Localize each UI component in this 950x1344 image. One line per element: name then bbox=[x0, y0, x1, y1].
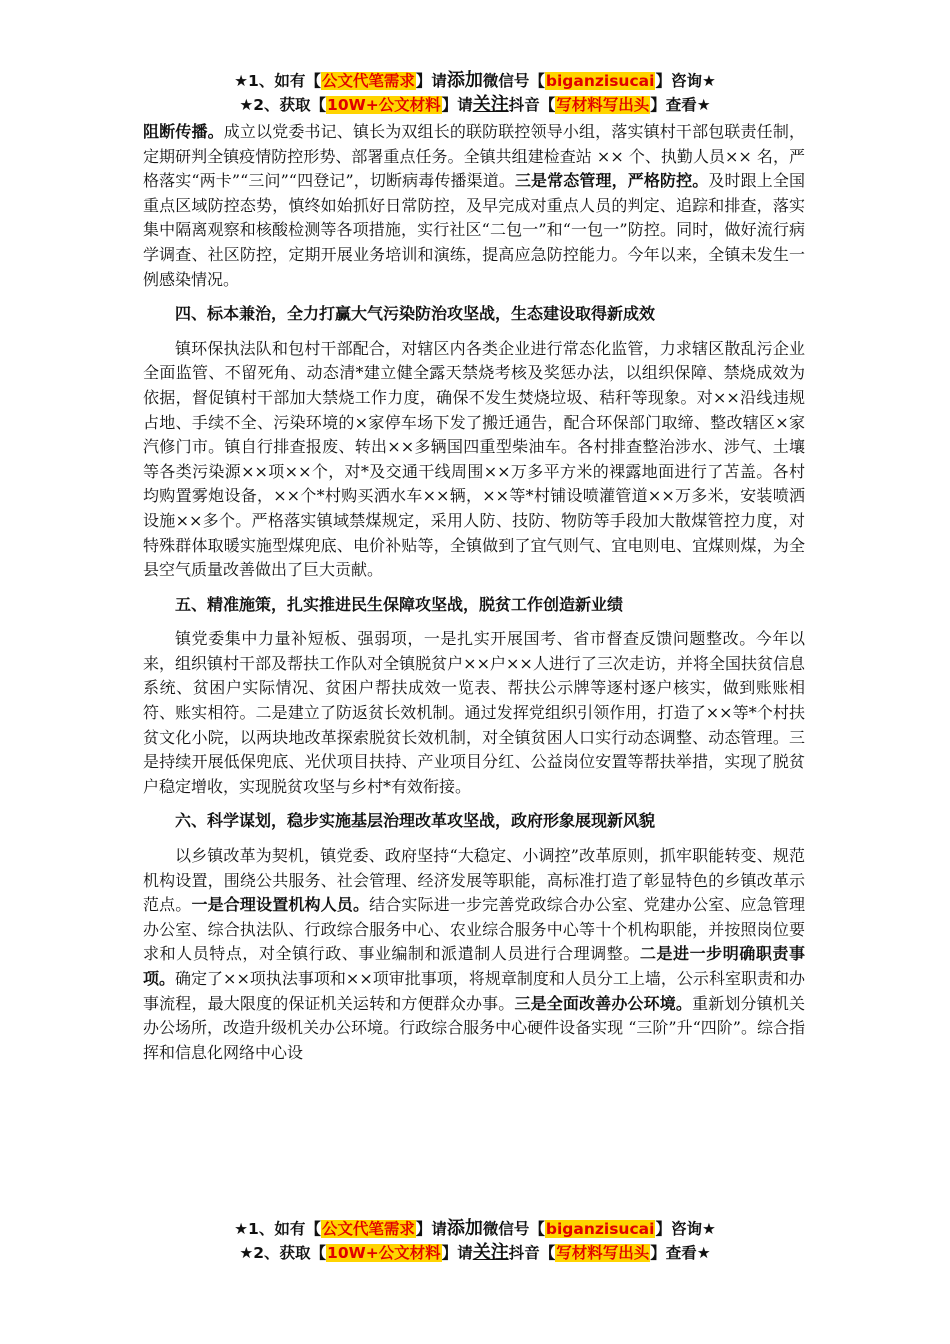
banner-highlight: 10W+公文材料 bbox=[327, 1244, 441, 1262]
banner-highlight: 公文代笔需求 bbox=[321, 72, 415, 90]
banner-text: 抖音【 bbox=[508, 96, 556, 114]
banner-text: 】请 bbox=[441, 96, 473, 114]
bold-lead: 一是合理设置机构人员。 bbox=[191, 895, 370, 915]
banner-text: 抖音【 bbox=[508, 1244, 556, 1262]
banner-text: 微信号【 bbox=[482, 1220, 545, 1238]
banner-highlight: 10W+公文材料 bbox=[327, 96, 441, 114]
paragraph-text: 以乡镇改革为契机，镇党委、政府坚持“大稳定、小调控”改革原则，抓牢职能转变、规范机构设置，围绕公共服务、社会管理、经济发展等职能，高标准打造了彰显特色的乡镇改革示范点。 bbox=[143, 846, 805, 915]
section-heading-6: 六、科学谋划，稳步实施基层治理改革攻坚战，政府形象展现新风貌 bbox=[175, 811, 656, 831]
document-body bbox=[143, 120, 805, 1065]
banner-text: 】请 bbox=[415, 72, 447, 90]
paragraph-text: 成立以党委书记、镇长为双组长的联防联控领导小组，落实镇村干部包联责任制，定期研判全镇疫情防控形势、部署重点任务。全镇共组建检查站 ×× 个、执勤人员×× 名，严格落实“两卡”“三问”“四登记”，切断病毒传播渠道。 bbox=[143, 122, 805, 191]
banner-highlight: 写材料写出头 bbox=[556, 1244, 650, 1262]
banner-emphasis: 关注 bbox=[472, 94, 509, 115]
promo-banner-bottom-line2 bbox=[0, 1242, 950, 1264]
banner-text: 】请 bbox=[415, 1220, 447, 1238]
banner-text: ★1、如有【 bbox=[234, 1220, 321, 1238]
paragraph-governance-reform bbox=[143, 844, 805, 1065]
paragraph-text: 结合实际进一步完善党政综合办公室、党建办公室、应急管理办公室、综合执法队、行政综合服务中心、农业综合服务中心等十个机构职能，并按照岗位要求和人员特点，对全镇行政、事业编制和派遣制人员进行合理调整。 bbox=[143, 895, 805, 964]
paragraph-poverty-relief: 镇党委集中力量补短板、强弱项，一是扎实开展国考、省市督查反馈问题整改。今年以来，组织镇村干部及帮扶工作队对全镇脱贫户××户××人进行了三次走访，并将全国扶贫信息系统、贫困户实际情况、贫困户帮扶成效一览表、帮扶公示牌等逐村逐户核实，做到账账相符、账实相符。二是建立了防返贫长效机制。通过发挥党组织引领作用，打造了××等*个村扶贫文化小院，以两块地改革探索脱贫长效机制，对全镇贫困人口实行动态调整、动态管理。三是持续开展低保兜底、光伏项目扶持、产业项目分红、公益岗位安置等帮扶举措，实现了脱贫户稳定增收，实现脱贫攻坚与乡村*有效衔接。 bbox=[143, 629, 805, 796]
paragraph-epidemic-control bbox=[143, 120, 805, 292]
banner-text: 】咨询★ bbox=[655, 72, 716, 90]
section-heading-4: 四、标本兼治，全力打赢大气污染防治攻坚战，生态建设取得新成效 bbox=[175, 304, 656, 324]
banner-emphasis: 添加 bbox=[446, 70, 483, 91]
promo-banner-bottom-line1 bbox=[0, 1218, 950, 1240]
banner-highlight: 写材料写出头 bbox=[556, 96, 650, 114]
banner-emphasis: 关注 bbox=[472, 1242, 509, 1263]
paragraph-text: 及时跟上全国重点区域防控态势，慎终如始抓好日常防控，及早完成对重点人员的判定、追踪和排查，落实集中隔离观察和核酸检测等各项措施，实行社区“二包一”和“一包一”防控。同时，做好流行病学调查、社区防控，定期开展业务培训和演练，提高应急防控能力。今年以来，全镇未发生一例感染情况。 bbox=[143, 171, 805, 289]
banner-text: 】请 bbox=[441, 1244, 473, 1262]
banner-text: ★2、获取【 bbox=[239, 96, 327, 114]
banner-text: ★1、如有【 bbox=[234, 72, 321, 90]
paragraph-air-pollution: 镇环保执法队和包村干部配合，对辖区内各类企业进行常态化监管，力求辖区散乱污企业全面监管、不留死角、动态清*建立健全露天禁烧考核及奖惩办法，以组织保障、禁烧成效为依据，督促镇村干部加大禁烧工作力度，确保不发生焚烧垃圾、秸秆等现象。对××沿线违规占地、手续不全、污染环境的×家停车场下发了搬迁通告，配合环保部门取缔、整改辖区×家汽修门市。镇自行排查报废、转出××多辆国四重型柴油车。各村排查整治涉水、涉气、土壤等各类污染源××项××个，对*及交通干线周围××万多平方米的裸露地面进行了苫盖。各村均购置雾炮设备，××个*村购买洒水车××辆，××等*村铺设喷灌管道××万多米，安装喷洒设施××多个。严格落实镇域禁煤规定，采用人防、技防、物防等手段加大散煤管控力度，对特殊群体取暖实施型煤兜底、电价补贴等，全镇做到了宜气则气、宜电则电、宜煤则煤，为全县空气质量改善做出了巨大贡献。 bbox=[143, 338, 805, 580]
promo-banner-top-line2 bbox=[0, 94, 950, 116]
banner-text: 微信号【 bbox=[482, 72, 545, 90]
bold-lead: 三是全面改善办公环境。 bbox=[514, 993, 693, 1013]
paragraph-text: 确定了××项执法事项和××项审批事项，将规章制度和人员分工上墙，公示科室职责和办事流程，最大限度的保证机关运转和方便群众办事。 bbox=[143, 969, 805, 1013]
banner-highlight: 公文代笔需求 bbox=[321, 1220, 415, 1238]
banner-text: 】查看★ bbox=[650, 1244, 711, 1262]
banner-text: 】咨询★ bbox=[655, 1220, 716, 1238]
promo-banner-top-line1 bbox=[0, 70, 950, 92]
banner-text: ★2、获取【 bbox=[239, 1244, 327, 1262]
banner-emphasis: 添加 bbox=[446, 1218, 483, 1239]
bold-lead: 三是常态管理，严格防控。 bbox=[514, 171, 709, 191]
banner-text: 】查看★ bbox=[650, 96, 711, 114]
section-heading-5: 五、精准施策，扎实推进民生保障攻坚战，脱贫工作创造新业绩 bbox=[175, 594, 624, 614]
bold-lead: 二是进一步明确职责事项。 bbox=[143, 944, 805, 988]
banner-highlight: biganzisucai bbox=[545, 72, 655, 90]
paragraph-text: 重新划分镇机关办公场所，改造升级机关办公环境。行政综合服务中心硬件设备实现 “三阶”升“四阶”。综合指挥和信息化网络中心设 bbox=[143, 993, 805, 1062]
banner-highlight: biganzisucai bbox=[545, 1220, 655, 1238]
bold-lead: 阻断传播。 bbox=[143, 122, 224, 141]
